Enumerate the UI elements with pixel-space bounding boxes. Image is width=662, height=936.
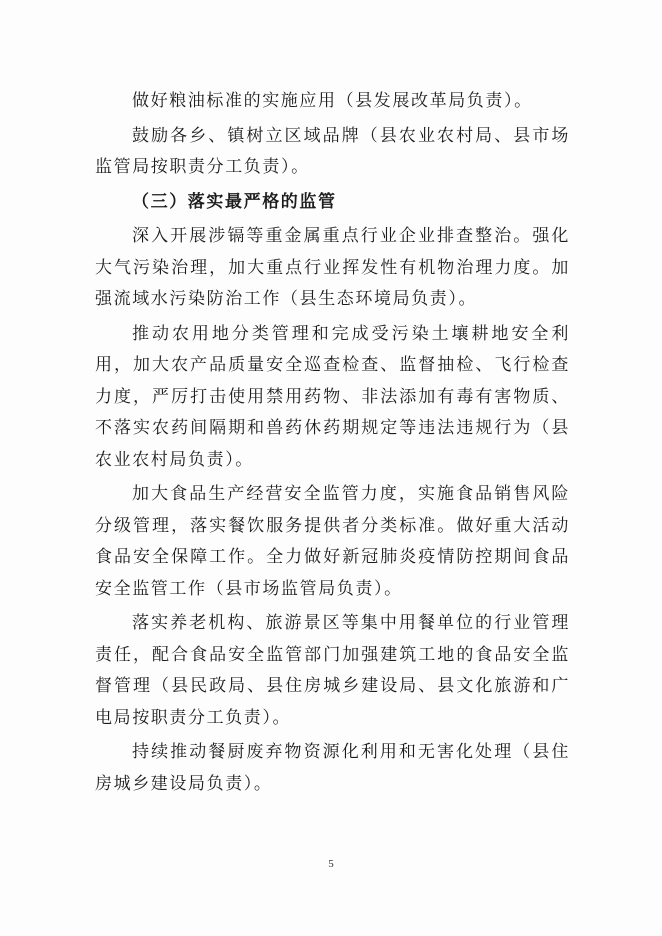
section-heading: （三）落实最严格的监管	[132, 191, 337, 212]
paragraph-heavy-metal-rectification: 深入开展涉镉等重金属重点行业企业排查整治。强化大气污染治理，加大重点行业挥发性有机物治理力度。加强流域水污染防治工作（县生态环境局负责）。	[95, 226, 570, 309]
document-body	[95, 86, 570, 800]
paragraph-farmland-management: 推动农用地分类管理和完成受污染土壤耕地安全利用，加大农产品质量安全巡查检查、监督抽检、飞行检查力度，严厉打击使用禁用药物、非法添加有毒有害物质、不落实农药间隔期和兽药休药期规定等违法违规行为（县农业农村局负责）。	[95, 323, 570, 470]
page-number: 5	[328, 858, 334, 870]
paragraph-food-production-supervision: 加大食品生产经营安全监管力度，实施食品销售风险分级管理，落实餐饮服务提供者分类标准。做好重大活动食品安全保障工作。全力做好新冠肺炎疫情防控期间食品安全监管工作（县市场监管局负责）。	[95, 484, 570, 599]
paragraph-regional-brand: 鼓励各乡、镇树立区域品牌（县农业农村局、县市场监管局按职责分工负责）。	[95, 125, 570, 177]
paragraph-kitchen-waste: 持续推动餐厨废弃物资源化利用和无害化处理（县住房城乡建设局负责）。	[95, 742, 570, 794]
paragraph-grain-oil-standards: 做好粮油标准的实施应用（县发展改革局负责）。	[132, 91, 533, 111]
paragraph-collective-dining-units: 落实养老机构、旅游景区等集中用餐单位的行业管理责任，配合食品安全监管部门加强建筑工地的食品安全监督管理（县民政局、县住房城乡建设局、县文化旅游和广电局按职责分工负责）。	[95, 613, 570, 728]
